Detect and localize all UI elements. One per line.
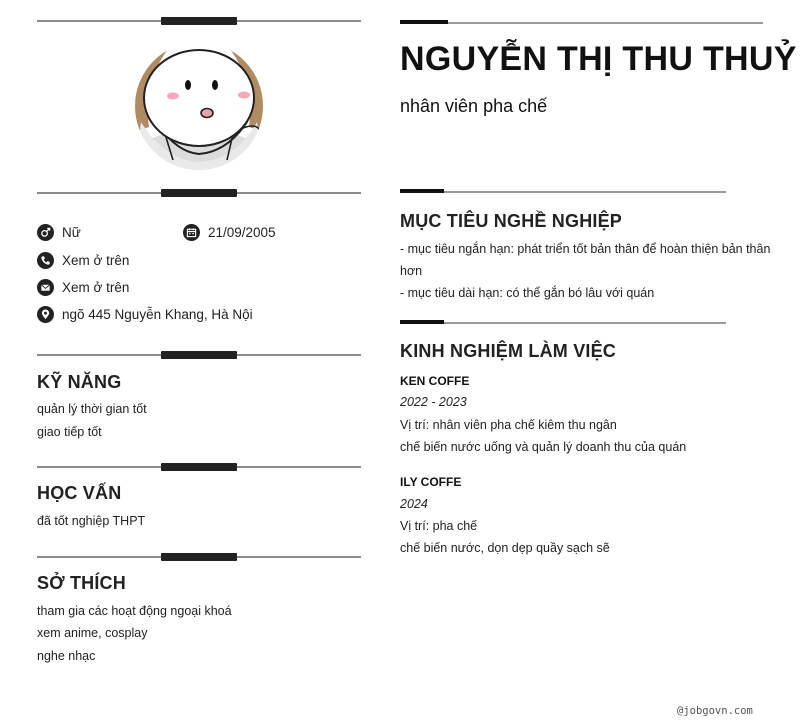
hobbies-divider [37,553,361,561]
email-row [37,279,129,296]
experience-title: KINH NGHIỆM LÀM VIỆC [400,341,617,361]
experience-divider [400,320,726,326]
education-title: HỌC VẤN [37,483,122,503]
job-description: chế biến nước, dọn dẹp quầy sạch sẽ [400,541,610,555]
watermark: @jobgovn.com [677,705,753,717]
skill-item: giao tiếp tốt [37,425,102,439]
objective-line: hơn [400,264,423,278]
objective-divider [400,189,726,195]
avatar [135,42,263,170]
info-top-divider [37,189,361,197]
location-icon [37,306,54,323]
calendar-icon [183,224,200,241]
objective-line: - mục tiêu dài hạn: có thể gắn bó lâu với quán [400,286,655,300]
birthday-row [183,224,276,241]
phone-icon [37,252,54,269]
hobby-item: tham gia các hoạt động ngoại khoá [37,604,232,618]
skills-divider [37,351,361,359]
address-value: ngõ 445 Nguyễn Khang, Hà Nội [62,307,253,322]
job-position: nhân viên pha chế [400,96,548,116]
skill-item: quản lý thời gian tốt [37,402,147,416]
job-company: KEN COFFE [400,374,470,388]
job-period: 2022 - 2023 [400,395,467,409]
job-company: ILY COFFE [400,475,462,489]
name-divider [400,20,763,26]
phone-row [37,252,129,269]
hobby-item: xem anime, cosplay [37,626,148,640]
education-item: đã tốt nghiệp THPT [37,514,146,528]
birthday-value: 21/09/2005 [208,225,276,240]
objective-title: MỤC TIÊU NGHỀ NGHIỆP [400,211,623,231]
hobbies-title: SỞ THÍCH [37,573,126,593]
address-row [37,306,253,323]
education-divider [37,463,361,471]
gender-row [37,224,81,241]
full-name: NGUYỄN THỊ THU THUỶ [400,40,797,78]
email-icon [37,279,54,296]
phone-value: Xem ở trên [62,253,130,268]
job-period: 2024 [400,497,428,511]
avatar-top-divider [37,17,361,25]
objective-line: - mục tiêu ngắn hạn: phát triển tốt bản thân để hoàn thiện bản thân [400,242,771,256]
hobby-item: nghe nhạc [37,649,96,663]
job-role: Vị trí: pha chế [400,519,478,533]
job-description: chế biến nước uống và quản lý doanh thu của quán [400,440,687,454]
job-role: Vị trí: nhân viên pha chế kiêm thu ngân [400,418,617,432]
skills-title: KỸ NĂNG [37,372,122,392]
gender-value: Nữ [62,225,81,240]
email-value: Xem ở trên [62,280,130,295]
gender-icon [37,224,54,241]
